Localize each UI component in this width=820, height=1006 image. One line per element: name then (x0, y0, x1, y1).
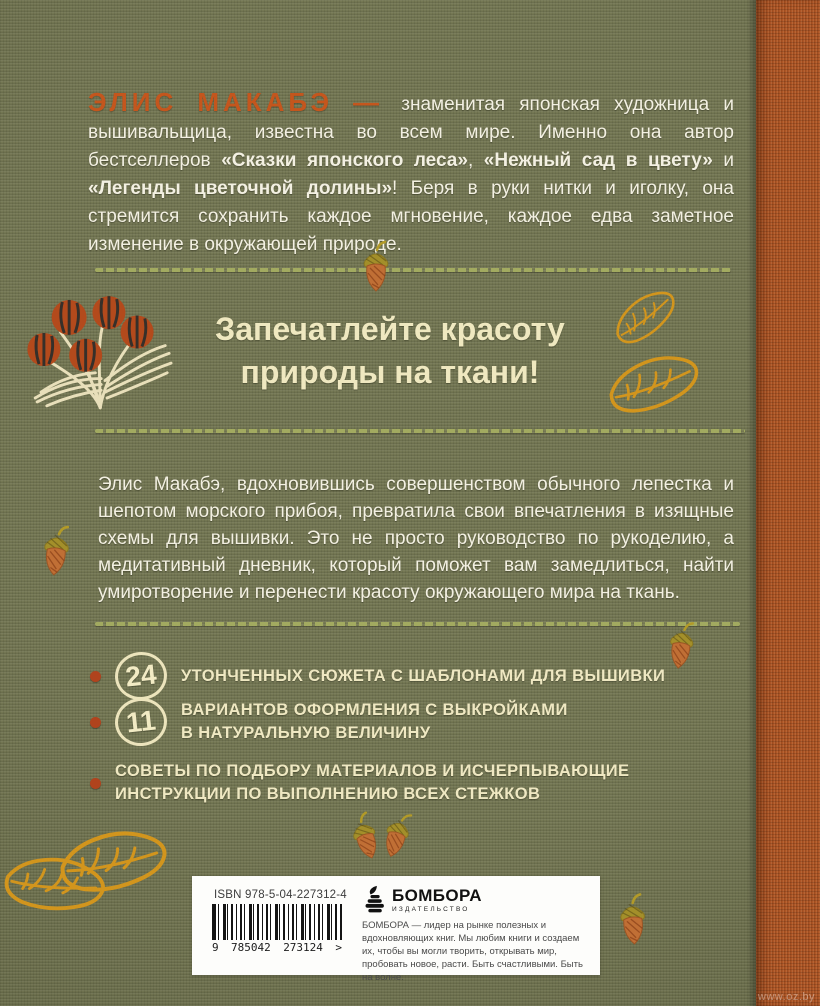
description-paragraph: Элис Макабэ, вдохновившись совершенством обычного лепестка и шепотом морского прибоя, превратила свои впечатления в изящные схемы для вышивки. Это не просто руководство по рукоделию, а медитативный дневник, который поможет вам замедлиться, найти умиротворение и перенести красоту окружающего мира на ткань. (98, 474, 734, 603)
feature-label: УТОНЧЕННЫХ СЮЖЕТА С ШАБЛОНАМИ ДЛЯ ВЫШИВКИ (181, 666, 666, 685)
publisher-about-text: БОМБОРА — лидер на рынке полезных и вдохновляющих книг. Мы любим книги и создаем их, чтобы вы могли творить, открывать мир, пробовать новое, расти. Быть счастливыми. Быть на волне. (362, 920, 583, 983)
feature-item (90, 698, 568, 746)
author-blurb: ЭЛИС МАКАБЭ — знаменитая японская художница и вышивальщица, известна во всем мире. Именно она автор бестселлеров «Сказки японского леса», «Нежный сад в цвету» и «Легенды цветочной долины»! Беря в руки нитки и иголку, она стремится сохранить каждое мгновение, каждое едва заметное изменение в окружающей природе. (88, 87, 734, 255)
publisher-subtitle: ИЗДАТЕЛЬСТВО (392, 906, 470, 913)
tagline (110, 308, 670, 394)
cloth-spine (756, 0, 820, 1006)
bullet-dot-icon (90, 778, 101, 789)
stitch-divider (95, 268, 731, 272)
bullet-dot-icon (90, 717, 101, 728)
acorn-embroidery-icon (660, 618, 701, 677)
feature-item (90, 760, 629, 806)
feature-label: ВАРИАНТОВ ОФОРМЛЕНИЯ С ВЫКРОЙКАМИ В НАТУРАЛЬНУЮ ВЕЛИЧИНУ (181, 701, 568, 742)
feature-item (90, 652, 665, 700)
ean13-barcode (212, 904, 342, 940)
acorn-embroidery-icon (358, 240, 394, 298)
acorn-embroidery-icon (348, 806, 414, 868)
bombora-logo-icon (362, 885, 386, 915)
book-title-3: «Легенды цветочной долины» (88, 178, 393, 199)
feature-number-badge: 11 (113, 695, 170, 748)
leaf-embroidery-icon (587, 338, 723, 433)
book-title-1: «Сказки японского леса» (221, 150, 468, 171)
publisher-name: БОМБОРА (392, 886, 482, 905)
feature-number-badge: 24 (113, 649, 170, 702)
acorn-embroidery-icon (613, 892, 653, 952)
book-title-2: «Нежный сад в цвету» (483, 150, 713, 171)
publisher-details (362, 885, 588, 983)
acorn-embroidery-icon (35, 522, 77, 583)
author-name: ЭЛИС МАКАБЭ — (88, 87, 384, 117)
stitch-divider (95, 429, 745, 433)
barcode-block (212, 885, 347, 967)
store-watermark: www.oz.by (757, 991, 815, 1003)
isbn-text: ISBN 978-5-04-227312-4 (214, 889, 347, 901)
tagline-line-1: Запечатлейте красоту (215, 311, 565, 347)
bullet-dot-icon (90, 671, 101, 682)
tagline-line-2: природы на ткани! (240, 354, 540, 390)
feature-label: СОВЕТЫ ПО ПОДБОРУ МАТЕРИАЛОВ И ИСЧЕРПЫВАЮЩИЕ ИНСТРУКЦИИ ПО ВЫПОЛНЕНИЮ ВСЕХ СТЕЖКОВ (115, 762, 630, 803)
barcode-digits: 9 785042 273124 > (212, 941, 342, 954)
blurb-text: знаменитая японская художница и вышивальщица, известна во всем мире. Именно она автор бестселлеров (88, 94, 734, 171)
publisher-info-box (192, 876, 600, 983)
stitch-divider (95, 622, 740, 626)
